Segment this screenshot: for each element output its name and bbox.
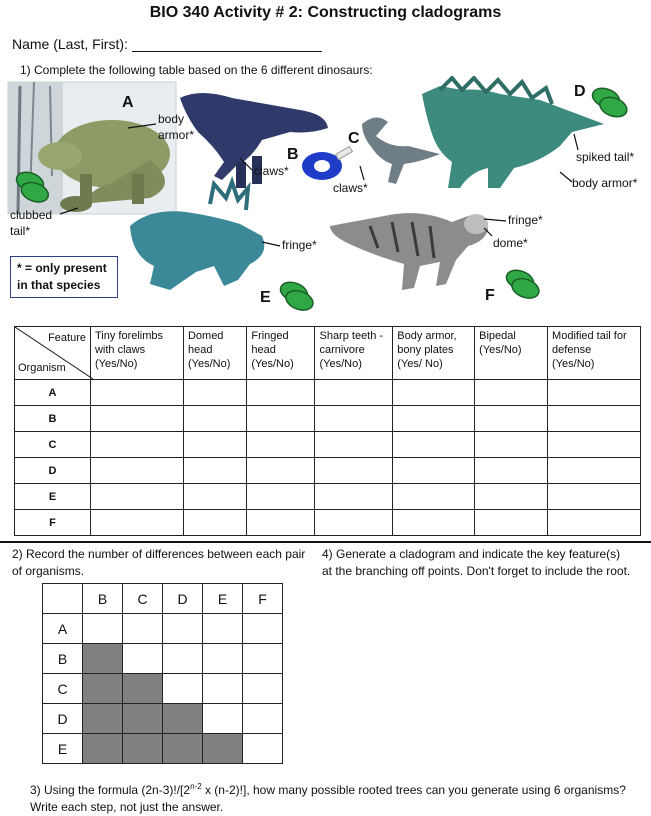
grid-cell[interactable]: [203, 674, 243, 704]
feature-table: [14, 326, 641, 536]
grid-corner: [43, 584, 83, 614]
answer-cell[interactable]: [90, 458, 183, 484]
answer-cell[interactable]: [475, 484, 548, 510]
grid-col-header: F: [243, 584, 283, 614]
grid-row-header: C: [43, 674, 83, 704]
grid-cell[interactable]: [163, 644, 203, 674]
label-d: D: [574, 83, 586, 100]
label-b: B: [287, 146, 299, 163]
question-3-pre: 3) Using the formula (2n-3)!/[2: [30, 783, 191, 797]
corner-cell: [15, 327, 91, 380]
grid-cell[interactable]: [123, 614, 163, 644]
dinosaur-c-image: [362, 117, 440, 184]
answer-cell[interactable]: [475, 458, 548, 484]
question-1: 1) Complete the following table based on the 6 different dinosaurs:: [20, 63, 373, 77]
grid-cell-shaded: [83, 734, 123, 764]
table-row: [15, 484, 641, 510]
answer-cell[interactable]: [183, 510, 246, 536]
answer-cell[interactable]: [548, 406, 641, 432]
grid-cell-shaded: [123, 704, 163, 734]
grid-row-header: A: [43, 614, 83, 644]
grid-row-header: D: [43, 704, 83, 734]
row-label: F: [15, 510, 91, 536]
answer-cell[interactable]: [393, 406, 475, 432]
answer-cell[interactable]: [183, 406, 246, 432]
row-label: D: [15, 458, 91, 484]
question-2: 2) Record the number of differences between each pair of organisms.: [12, 547, 306, 578]
answer-cell[interactable]: [548, 458, 641, 484]
answer-cell[interactable]: [90, 380, 183, 406]
grid-col-header: E: [203, 584, 243, 614]
differences-grid-header: [43, 584, 283, 614]
grid-col-header: B: [83, 584, 123, 614]
answer-cell[interactable]: [315, 380, 393, 406]
table-row: [15, 432, 641, 458]
answer-cell[interactable]: [548, 510, 641, 536]
column-header: Tiny forelimbs with claws (Yes/No): [90, 327, 183, 380]
grid-cell[interactable]: [163, 614, 203, 644]
table-row: [15, 510, 641, 536]
grid-cell[interactable]: [243, 644, 283, 674]
grid-cell-shaded: [123, 734, 163, 764]
grid-row-header: E: [43, 734, 83, 764]
answer-cell[interactable]: [183, 380, 246, 406]
column-header: Bipedal (Yes/No): [475, 327, 548, 380]
annotation-spiked-tail: spiked tail*: [576, 150, 635, 164]
corner-feature-label: Feature: [48, 332, 86, 344]
answer-cell[interactable]: [393, 484, 475, 510]
corner-organism-label: Organism: [18, 362, 66, 374]
grid-cell[interactable]: [203, 644, 243, 674]
answer-cell[interactable]: [315, 484, 393, 510]
answer-cell[interactable]: [90, 432, 183, 458]
name-label: Name (Last, First):: [12, 36, 128, 52]
answer-cell[interactable]: [548, 380, 641, 406]
grid-row: [43, 734, 283, 764]
feature-table-body: [15, 380, 641, 536]
answer-cell[interactable]: [315, 432, 393, 458]
answer-cell[interactable]: [393, 380, 475, 406]
grid-cell-shaded: [203, 734, 243, 764]
section-divider: [0, 541, 651, 543]
grid-cell[interactable]: [243, 614, 283, 644]
annotation-body-armor-d: body armor*: [572, 176, 638, 190]
grid-row: [43, 644, 283, 674]
grid-cell[interactable]: [243, 674, 283, 704]
differences-grid-body: [43, 614, 283, 764]
grid-cell[interactable]: [203, 704, 243, 734]
answer-cell[interactable]: [247, 484, 315, 510]
answer-cell[interactable]: [393, 432, 475, 458]
answer-cell[interactable]: [315, 510, 393, 536]
grid-col-header: D: [163, 584, 203, 614]
grid-cell-shaded: [163, 704, 203, 734]
annotation-clubbed-tail: clubbed tail*: [10, 208, 53, 238]
leaf-icon: [502, 267, 544, 302]
question-3-post: x (n-2)!], how many possible rooted trees can you generate using 6 organisms? Write each step, not just the answer.: [30, 783, 626, 814]
feature-table-header: [15, 327, 641, 380]
annotation-fringe-f: fringe*: [508, 213, 543, 227]
table-row: [15, 380, 641, 406]
answer-cell[interactable]: [315, 458, 393, 484]
grid-cell-shaded: [123, 674, 163, 704]
grid-row: [43, 614, 283, 644]
grid-cell[interactable]: [123, 644, 163, 674]
grid-cell-shaded: [83, 674, 123, 704]
answer-cell[interactable]: [183, 458, 246, 484]
grid-row: [43, 704, 283, 734]
label-a: A: [122, 94, 134, 111]
answer-cell[interactable]: [475, 510, 548, 536]
answer-cell[interactable]: [247, 510, 315, 536]
row-label: A: [15, 380, 91, 406]
answer-cell[interactable]: [90, 484, 183, 510]
grid-cell[interactable]: [203, 614, 243, 644]
answer-cell[interactable]: [393, 510, 475, 536]
answer-cell[interactable]: [247, 406, 315, 432]
row-label: C: [15, 432, 91, 458]
answer-cell[interactable]: [548, 484, 641, 510]
page-title: BIO 340 Activity # 2: Constructing cladograms: [149, 4, 502, 21]
grid-cell-shaded: [83, 644, 123, 674]
grid-row-header: B: [43, 644, 83, 674]
row-label: B: [15, 406, 91, 432]
label-c: C: [348, 130, 360, 147]
annotation-claws-c: claws*: [333, 181, 368, 195]
grid-col-header: C: [123, 584, 163, 614]
differences-grid: [42, 583, 283, 764]
leaf-icon: [276, 279, 318, 314]
question-4: 4) Generate a cladogram and indicate the key feature(s) at the branching off points. Don't forget to include the root.: [322, 547, 631, 578]
grid-cell[interactable]: [83, 614, 123, 644]
annotation-fringe-e: fringe*: [282, 238, 317, 252]
grid-row: [43, 674, 283, 704]
dinosaur-f-image: [330, 213, 488, 290]
column-header: Domed head (Yes/No): [183, 327, 246, 380]
answer-cell[interactable]: [247, 380, 315, 406]
answer-cell[interactable]: [247, 432, 315, 458]
answer-cell[interactable]: [183, 432, 246, 458]
answer-cell[interactable]: [90, 510, 183, 536]
answer-cell[interactable]: [247, 458, 315, 484]
question-3: [30, 778, 630, 816]
annotation-body-armor-a: body armor*: [158, 112, 195, 142]
column-header: Sharp teeth - carnivore (Yes/No): [315, 327, 393, 380]
answer-cell[interactable]: [475, 380, 548, 406]
column-header: Body armor, bony plates (Yes/ No): [393, 327, 475, 380]
answer-cell[interactable]: [393, 458, 475, 484]
label-e: E: [260, 289, 271, 306]
answer-cell[interactable]: [475, 432, 548, 458]
meat-icon: [302, 146, 352, 180]
question-3-exponent: n-2: [190, 782, 202, 791]
answer-cell[interactable]: [475, 406, 548, 432]
column-header: Modified tail for defense (Yes/No): [548, 327, 641, 380]
column-header: Fringed head (Yes/No): [247, 327, 315, 380]
answer-cell[interactable]: [90, 406, 183, 432]
grid-cell[interactable]: [243, 734, 283, 764]
label-f: F: [485, 287, 495, 304]
legend-box: * = only present in that species: [10, 256, 118, 298]
table-row: [15, 458, 641, 484]
grid-cell-shaded: [83, 704, 123, 734]
answer-cell[interactable]: [183, 484, 246, 510]
grid-cell[interactable]: [163, 674, 203, 704]
table-row: [15, 406, 641, 432]
grid-cell[interactable]: [243, 704, 283, 734]
name-field[interactable]: [12, 36, 322, 52]
annotation-claws-b: claws*: [254, 164, 289, 178]
answer-cell[interactable]: [548, 432, 641, 458]
annotation-dome-f: dome*: [493, 236, 528, 250]
answer-cell[interactable]: [315, 406, 393, 432]
grid-cell-shaded: [163, 734, 203, 764]
name-blank[interactable]: [132, 37, 322, 52]
row-label: E: [15, 484, 91, 510]
leaf-icon: [588, 85, 632, 121]
